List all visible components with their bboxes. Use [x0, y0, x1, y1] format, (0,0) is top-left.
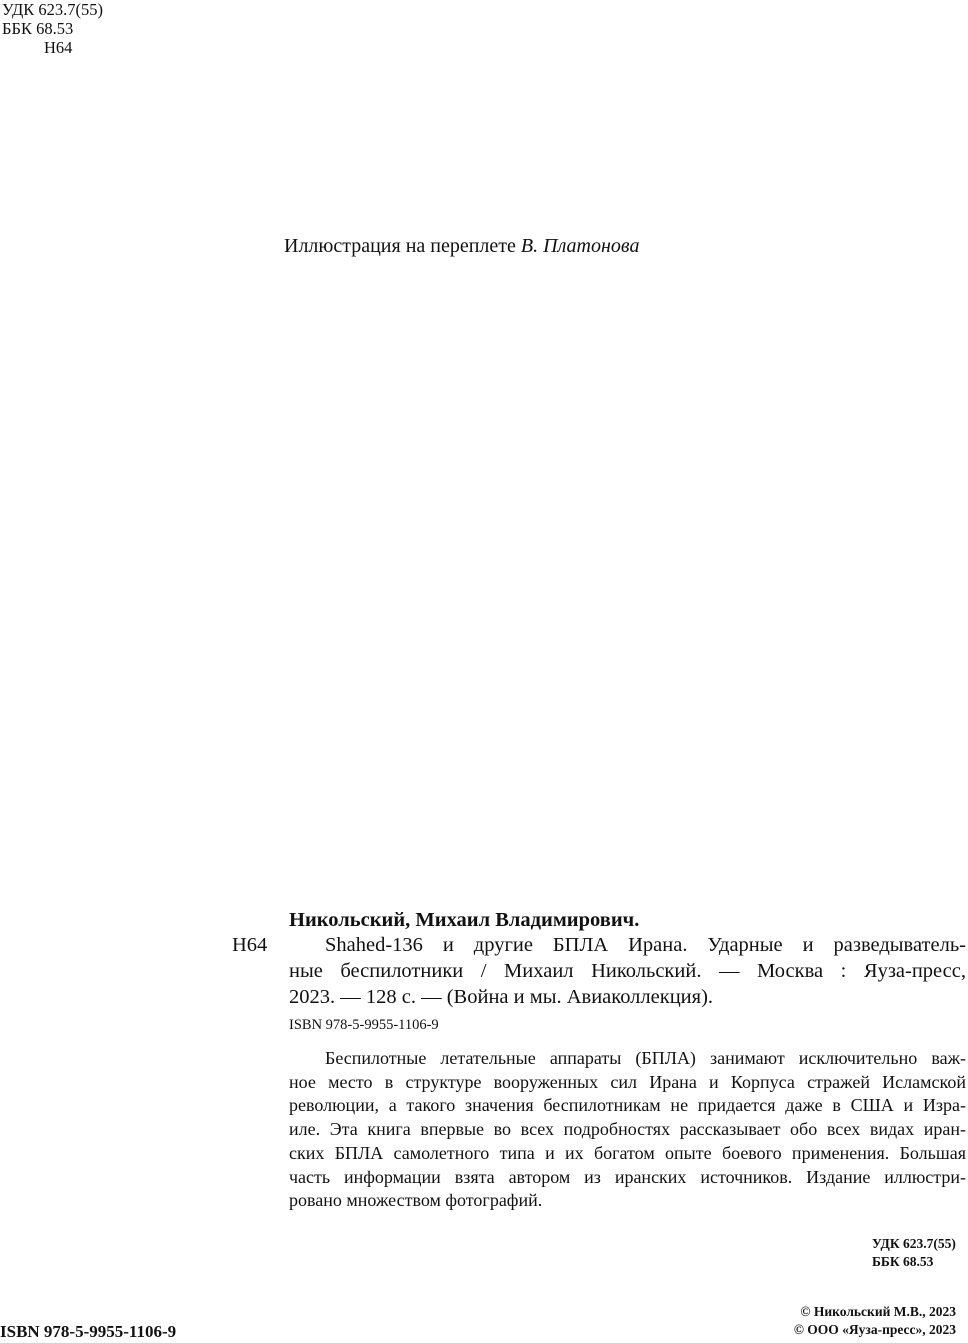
author-mark: Н64 — [44, 38, 73, 57]
classification-block-bottom — [872, 1235, 956, 1271]
annotation-line: ровано множеством фотографий. — [289, 1190, 543, 1211]
bib-isbn: ISBN 978-5-9955-1106-9 — [289, 1017, 439, 1033]
author-heading: Никольский, Михаил Владимирович. — [289, 909, 640, 931]
annotation-line: иле. Эта книга впервые во всех подробностях рассказывает обо всех видах иран- — [289, 1119, 966, 1140]
bbk-code: ББК 68.53 — [2, 19, 74, 38]
bib-description-line: 2023. — 128 с. — (Война и мы. Авиаколлекция). — [289, 986, 714, 1008]
annotation — [289, 1047, 966, 1213]
copyright-block — [794, 1303, 956, 1339]
annotation-line: революции, а такого значения беспилотникам не придается даже в США и Изра- — [289, 1095, 966, 1116]
illustration-credit — [284, 233, 639, 259]
illustration-credit-text: Иллюстрация на переплете — [284, 235, 521, 257]
annotation-line: ное место в структуре вооруженных сил Ирана и Корпуса стражей Исламской — [289, 1071, 966, 1092]
bib-description-line: ные беспилотники / Михаил Никольский. — Москва : Яуза-пресс, — [289, 960, 966, 982]
bib-description-line: Shahed-136 и другие БПЛА Ирана. Ударные и разведыватель- — [325, 934, 966, 956]
bbk-code-bottom: ББК 68.53 — [872, 1254, 934, 1269]
bib-author-mark: Н64 — [232, 934, 268, 956]
bibliographic-description — [289, 932, 966, 1010]
copyright-publisher: © ООО «Яуза-пресс», 2023 — [793, 1322, 956, 1337]
annotation-line: ских БПЛА самолетного типа и их богатом опыте боевого применения. Большая — [289, 1142, 966, 1163]
isbn-main: ISBN 978-5-9955-1106-9 — [0, 1322, 177, 1341]
annotation-line: часть информации взята автором из иранских источников. Издание иллюстри- — [289, 1166, 966, 1187]
illustrator-name: В. Платонова — [520, 235, 640, 257]
udk-code: УДК 623.7(55) — [2, 0, 104, 19]
copyright-author: © Никольский М.В., 2023 — [800, 1304, 956, 1319]
udk-code-bottom: УДК 623.7(55) — [872, 1236, 956, 1251]
classification-block-top — [2, 0, 103, 57]
annotation-line: Беспилотные летательные аппараты (БПЛА) занимают исключительно важ- — [325, 1048, 966, 1068]
